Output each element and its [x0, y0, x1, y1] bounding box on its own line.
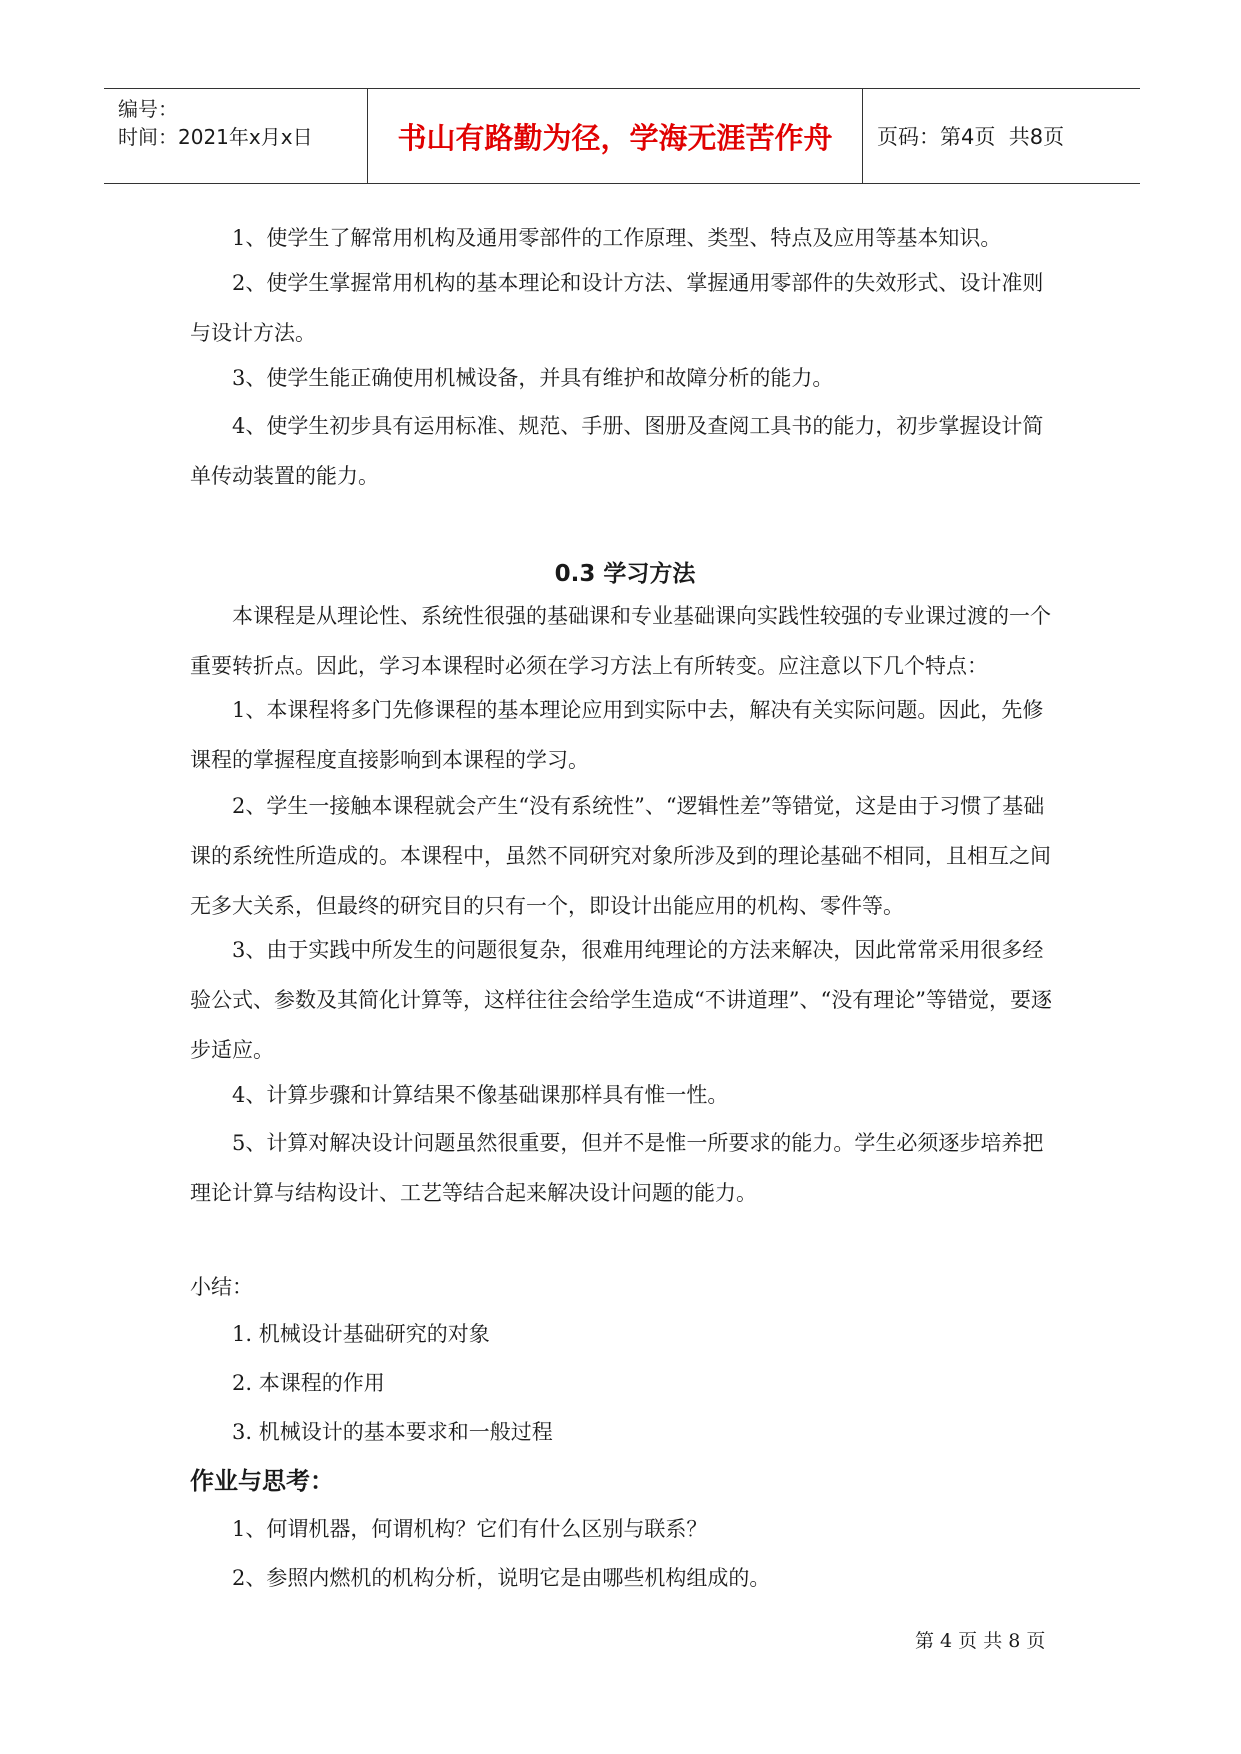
homework-title: 作业与思考： — [190, 1467, 334, 1495]
method-point-paragraph: 1、本课程将多门先修课程的基本理论应用到实际中去，解决有关实际问题。因此，先修课程的掌握程度直接影响到本课程的学习。 — [190, 698, 1044, 772]
method-point-paragraph: 3、由于实践中所发生的问题很复杂，很难用纯理论的方法来解决，因此常常采用很多经验公式、参数及其简化计算等，这样往往会给学生造成“不讲道理”、“没有理论”等错觉，要逐步适应。 — [190, 938, 1052, 1062]
homework-item: 1、何谓机器，何谓机构？它们有什么区别与联系？ — [232, 1517, 708, 1541]
section-title: 0.3 学习方法 — [554, 561, 696, 587]
header-left-cell — [104, 89, 368, 183]
objective-paragraph: 3、使学生能正确使用机械设备，并具有维护和故障分析的能力。 — [232, 366, 834, 390]
document-time-label: 时间：2021年x月x日 — [118, 125, 313, 149]
objective-paragraph: 4、使学生初步具有运用标准、规范、手册、图册及查阅工具书的能力，初步掌握设计简单传动装置的能力。 — [190, 414, 1044, 488]
summary-title: 小结： — [190, 1275, 253, 1299]
homework-item: 2、参照内燃机的机构分析，说明它是由哪些机构组成的。 — [232, 1566, 771, 1590]
method-intro-paragraph: 本课程是从理论性、系统性很强的基础课和专业基础课向实践性较强的专业课过渡的一个重要转折点。因此，学习本课程时必须在学习方法上有所转变。应注意以下几个特点： — [190, 604, 1051, 678]
document-number-label: 编号： — [118, 97, 178, 121]
page-header — [104, 88, 1140, 184]
summary-item: 2. 本课程的作用 — [232, 1371, 385, 1395]
method-point-paragraph: 4、计算步骤和计算结果不像基础课那样具有惟一性。 — [232, 1083, 729, 1107]
header-page-info-text: 页码：第4页 共8页 — [877, 125, 1065, 149]
method-point-paragraph: 2、学生一接触本课程就会产生“没有系统性”、“逻辑性差”等错觉，这是由于习惯了基础课的系统性所造成的。本课程中，虽然不同研究对象所涉及到的理论基础不相同，且相互之间无多大关系，但最终的研究目的只有一个，即设计出能应用的机构、零件等。 — [190, 794, 1051, 918]
method-point-paragraph: 5、计算对解决设计问题虽然很重要，但并不是惟一所要求的能力。学生必须逐步培养把理论计算与结构设计、工艺等结合起来解决设计问题的能力。 — [190, 1131, 1044, 1205]
objective-paragraph: 2、使学生掌握常用机构的基本理论和设计方法、掌握通用零部件的失效形式、设计准则与设计方法。 — [190, 271, 1044, 345]
summary-item: 3. 机械设计的基本要求和一般过程 — [232, 1420, 553, 1444]
header-motto: 书山有路勤为径，学海无涯苦作舟 — [368, 89, 863, 183]
page-footer: 第 4 页 共 8 页 — [915, 1630, 1046, 1652]
summary-item: 1. 机械设计基础研究的对象 — [232, 1322, 490, 1346]
objective-paragraph: 1、使学生了解常用机构及通用零部件的工作原理、类型、特点及应用等基本知识。 — [232, 226, 1002, 250]
header-page-info — [863, 89, 1140, 183]
